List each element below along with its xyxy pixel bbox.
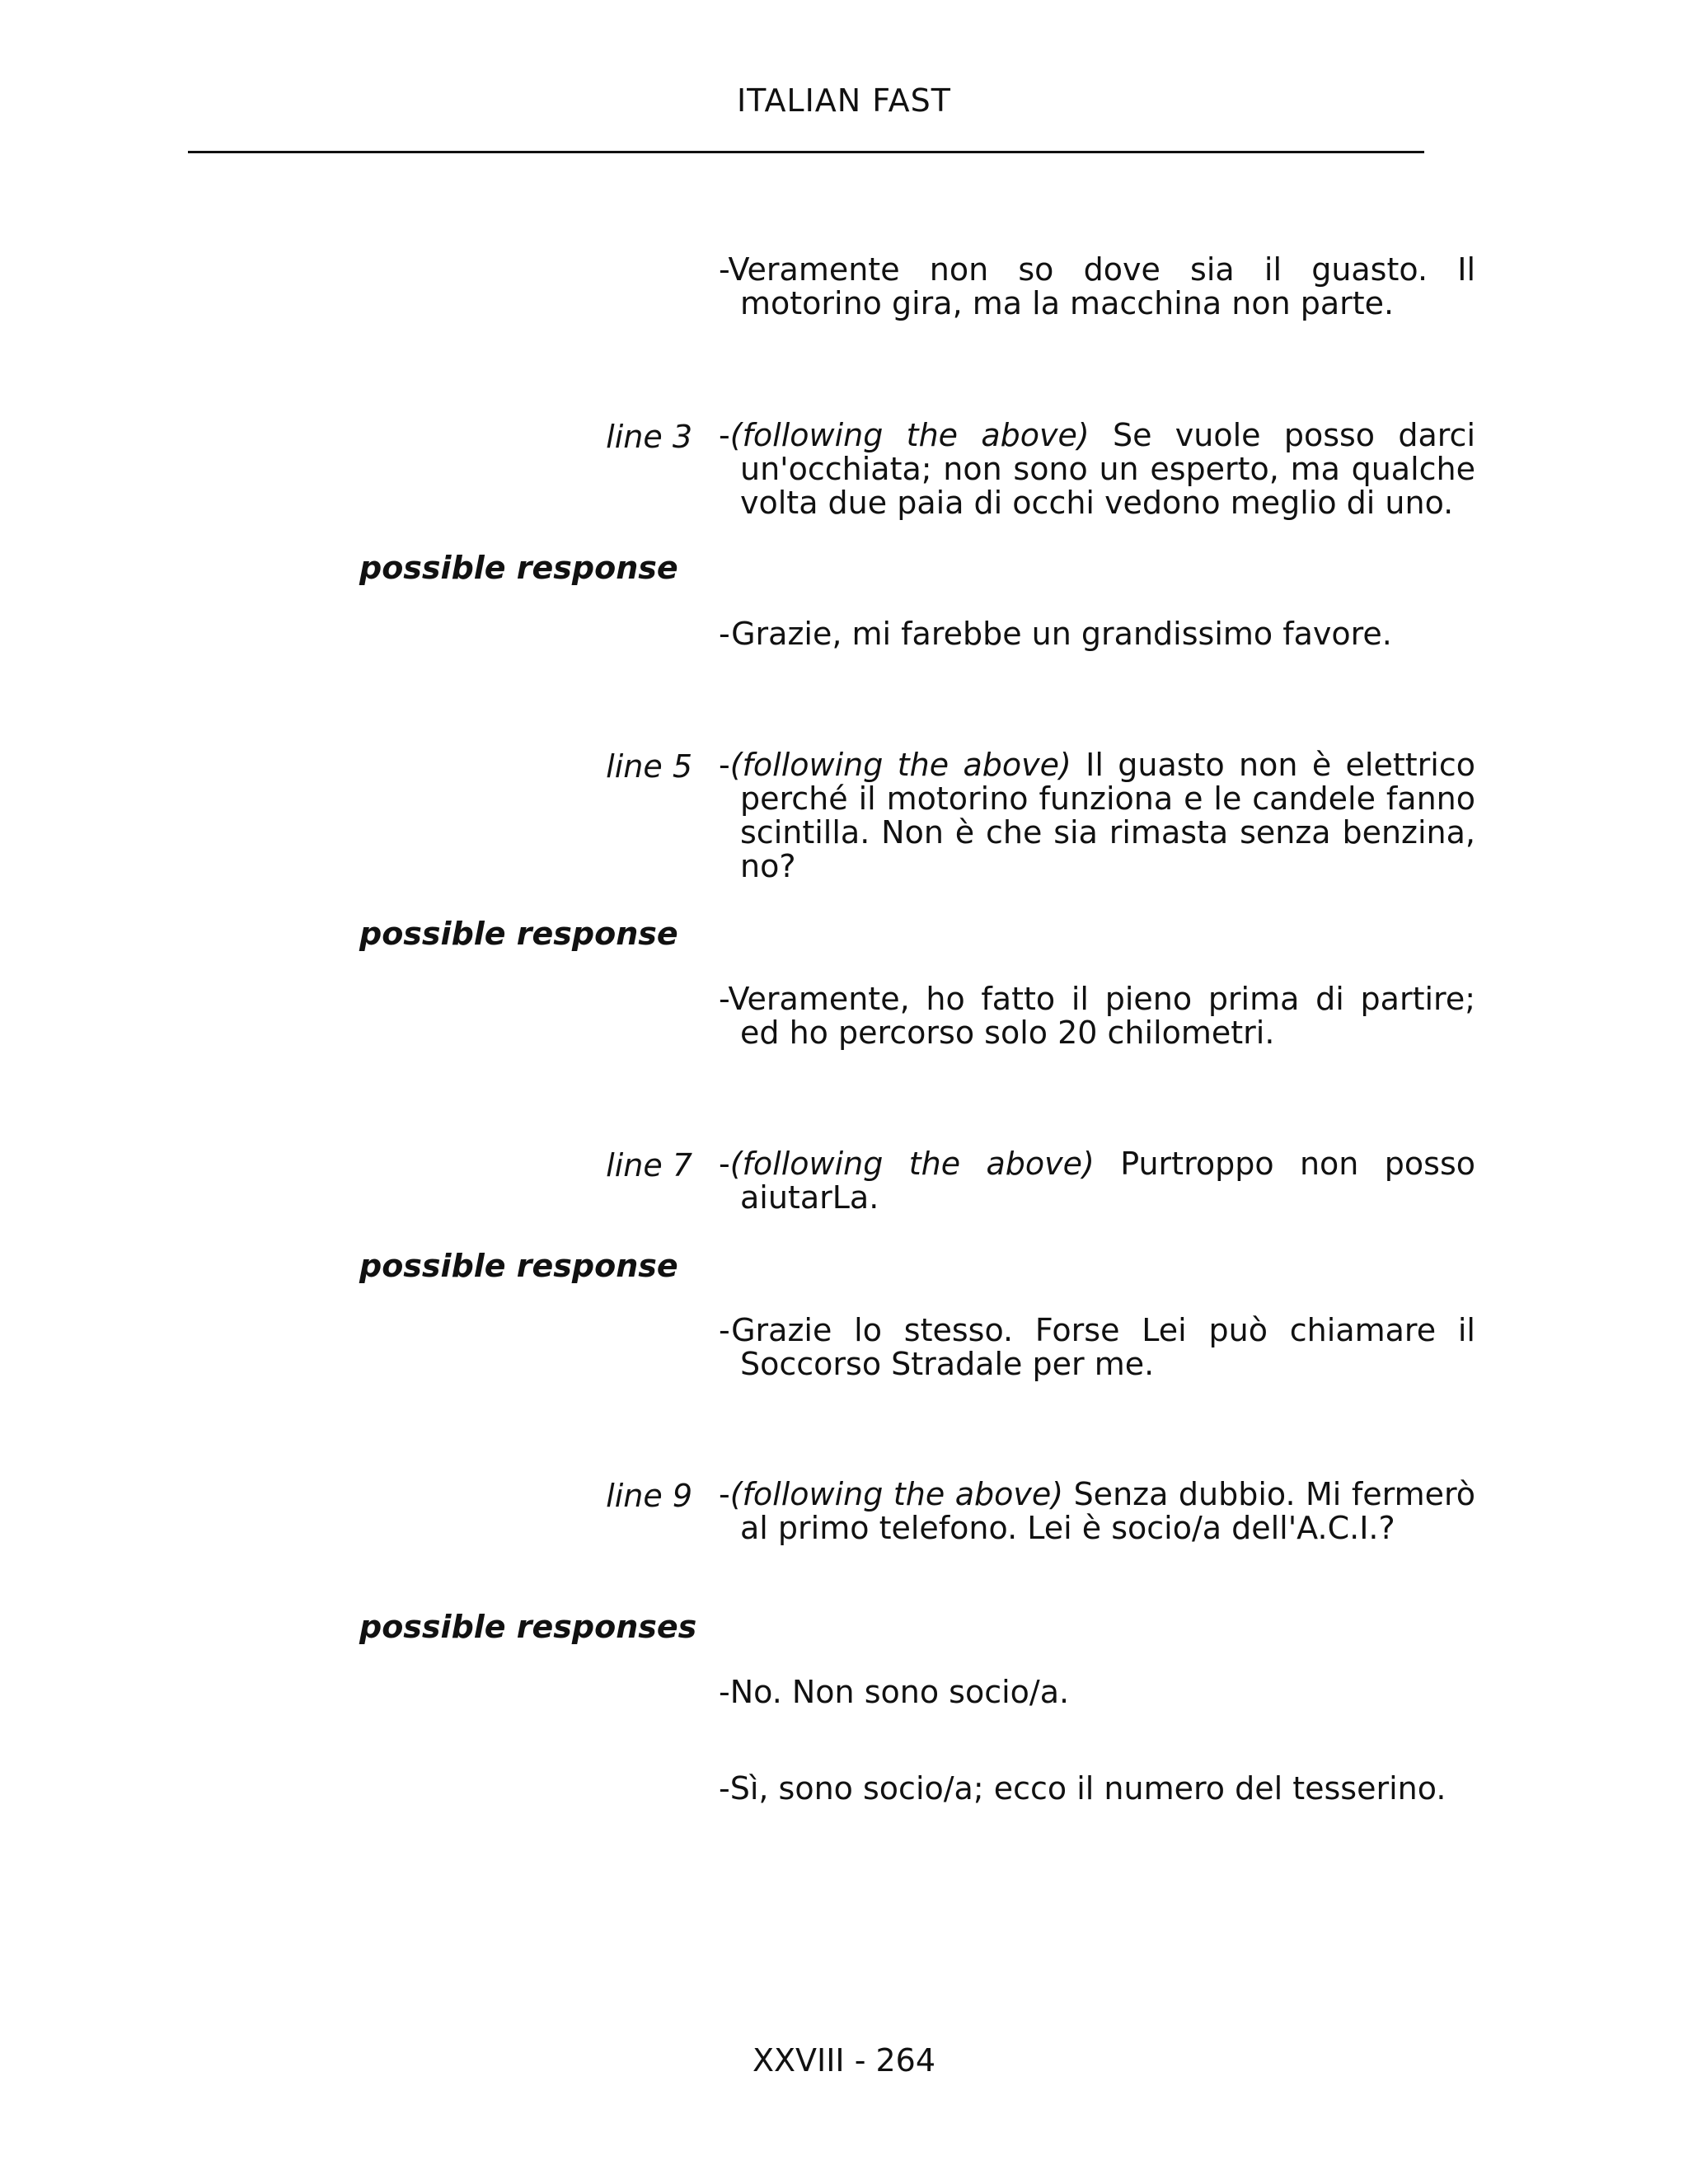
dash: - [719,747,730,783]
dialogue-line-7 [719,1147,1475,1215]
dialogue-text: Se vuole posso darci un'occhiata; non sono un esperto, ma qualche volta due paia di occhi vedono meglio di uno. [740,417,1475,521]
response-label-3: possible response [359,550,678,586]
page-number: XXVIII - 264 [752,2042,936,2079]
response-3: -Grazie, mi farebbe un grandissimo favore. [719,616,1392,652]
stage-note: (following the above) [729,417,1090,453]
line-9-label: line 9 [606,1478,692,1514]
response-9a: -No. Non sono socio/a. [719,1674,1070,1710]
line-3-label: line 3 [606,419,692,455]
dash: - [719,417,730,453]
line-5-label: line 5 [606,748,692,785]
response-label-9: possible responses [359,1609,697,1645]
response-label-5: possible response [359,916,678,952]
dialogue-text: Senza dubbio. Mi fermerò al primo telefono. Lei è socio/a dell'A.C.I.? [740,1476,1475,1546]
dialogue-text: Purtroppo non posso aiutarLa. [740,1146,1475,1216]
page-header: ITALIAN FAST [736,82,952,119]
dialogue-text: Il guasto non è elettrico perché il motorino funziona e le candele fanno scintilla. Non è che sia rimasta senza benzina, no? [740,747,1475,884]
dialogue-line-9 [719,1478,1475,1545]
dialogue-line-3 [719,419,1475,520]
stage-note: (following the above) [729,1476,1064,1512]
line-7-label: line 7 [606,1147,692,1183]
stage-note: (following the above) [729,747,1071,783]
dialogue-line-1: -Veramente non so dove sia il guasto. Il motorino gira, ma la macchina non parte. [719,251,1475,321]
dash: - [719,1146,730,1182]
response-label-7: possible response [359,1248,678,1284]
dash: - [719,1476,730,1512]
response-7: -Grazie lo stesso. Forse Lei può chiamare il Soccorso Stradale per me. [719,1312,1475,1382]
response-5: -Veramente, ho fatto il pieno prima di partire; ed ho percorso solo 20 chilometri. [719,981,1475,1051]
header-rule [188,151,1424,153]
response-9b: -Sì, sono socio/a; ecco il numero del tesserino. [719,1770,1447,1807]
dialogue-line-5 [719,748,1475,883]
stage-note: (following the above) [729,1146,1095,1182]
